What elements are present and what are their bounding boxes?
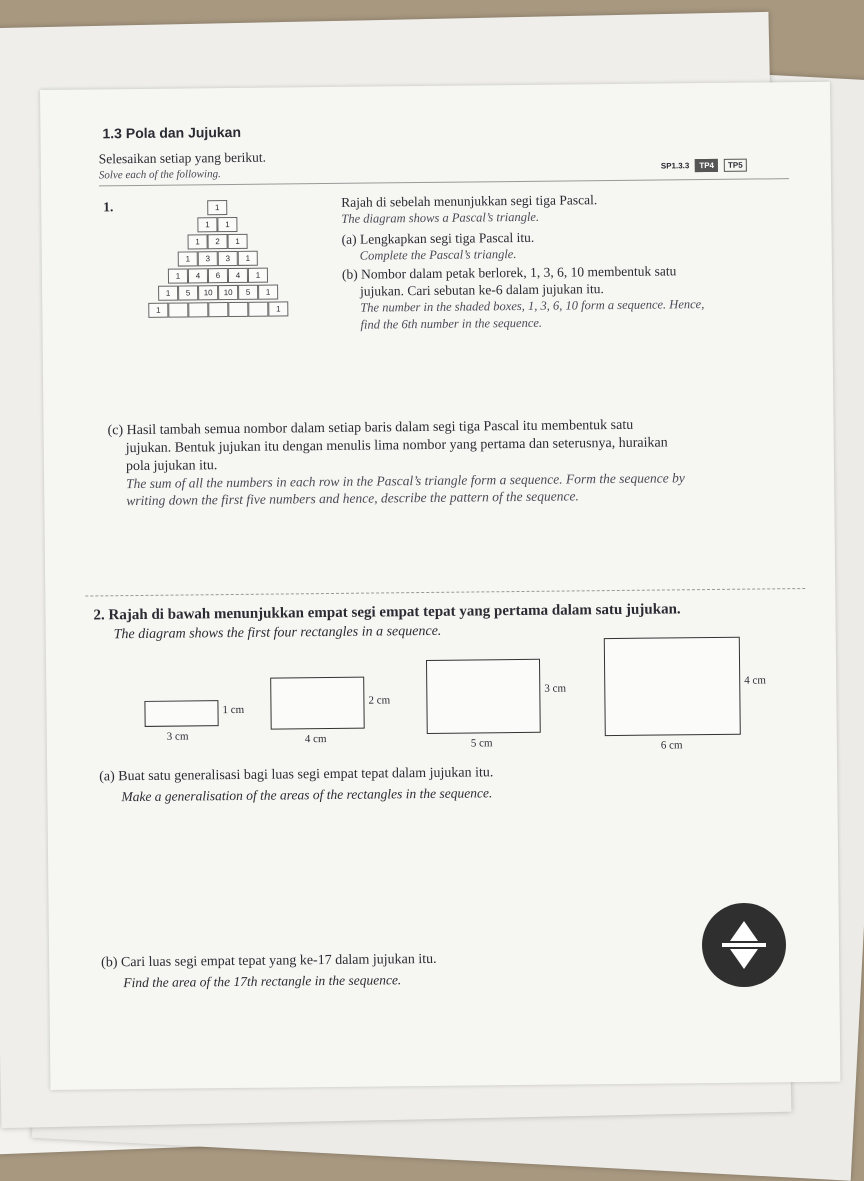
q1b-en-2: find the 6th number in the sequence. bbox=[360, 315, 543, 332]
q1b-en-1: The number in the shaded boxes, 1, 3, 6, 10 form a sequence. Hence, bbox=[360, 297, 705, 315]
triangle-cell: 1 bbox=[158, 286, 178, 301]
q2a-ms: (a) Buat satu generalisasi bagi luas segi empat tepat dalam jujukan itu. bbox=[99, 765, 494, 785]
rect3-height-label: 3 cm bbox=[544, 682, 567, 695]
q1a-en: Complete the Pascal’s triangle. bbox=[359, 247, 517, 263]
triangle-cell bbox=[248, 302, 268, 317]
triangle-cell: 1 bbox=[207, 200, 227, 215]
q1c-en-1: The sum of all the numbers in each row in the Pascal’s triangle form a sequence. Form the sequence by bbox=[126, 470, 685, 492]
triangle-cell bbox=[208, 302, 228, 317]
pascal-triangle bbox=[129, 199, 310, 321]
triangle-cell: 1 bbox=[258, 285, 278, 300]
q1-intro-ms: Rajah di sebelah menunjukkan segi tiga Pascal. bbox=[341, 192, 598, 210]
triangle-cell: 1 bbox=[248, 268, 268, 283]
triangle-cell: 4 bbox=[188, 268, 208, 283]
rect4-width-label: 6 cm bbox=[660, 739, 683, 752]
question-number: 1. bbox=[103, 199, 114, 215]
instruction-ms: Selesaikan setiap yang berikut. bbox=[98, 149, 266, 167]
q2b-en: Find the area of the 17th rectangle in the sequence. bbox=[123, 972, 402, 991]
rect1-width-label: 3 cm bbox=[166, 730, 189, 743]
triangle-cell: 2 bbox=[208, 234, 228, 249]
triangle-cell: 1 bbox=[238, 251, 258, 266]
sp-tag: SP1.3.3 bbox=[660, 161, 690, 171]
triangle-cell: 4 bbox=[228, 268, 248, 283]
level-tags bbox=[661, 155, 747, 174]
q1b-ms-1: (b) Nombor dalam petak berlorek, 1, 3, 6, 10 membentuk satu bbox=[341, 263, 677, 282]
triangle-cell: 10 bbox=[198, 285, 218, 300]
triangle-cell: 10 bbox=[218, 285, 238, 300]
rectangle-4 bbox=[604, 637, 741, 736]
q2a-en: Make a generalisation of the areas of the rectangles in the sequence. bbox=[121, 785, 493, 805]
rect3-width-label: 5 cm bbox=[470, 737, 493, 750]
triangle-cell: 1 bbox=[217, 217, 237, 232]
rectangle-2 bbox=[270, 677, 365, 730]
triangle-cell: 3 bbox=[218, 251, 238, 266]
tp-badge: TP5 bbox=[724, 159, 747, 172]
q2-heading-en: The diagram shows the first four rectangles in a sequence. bbox=[113, 623, 442, 643]
q1b-ms-2: jujukan. Cari sebutan ke-6 dalam jujukan itu. bbox=[360, 281, 604, 299]
instruction-en: Solve each of the following. bbox=[98, 168, 221, 182]
q1-intro-en: The diagram shows a Pascal’s triangle. bbox=[341, 209, 540, 226]
triangle-cell: 1 bbox=[148, 303, 168, 318]
q1c-en-2: writing down the first five numbers and hence, describe the pattern of the sequence. bbox=[126, 488, 579, 509]
rect1-height-label: 1 cm bbox=[222, 703, 245, 717]
tp-badge: TP4 bbox=[695, 159, 718, 172]
q1a-ms: (a) Lengkapkan segi tiga Pascal itu. bbox=[341, 229, 535, 247]
rectangle-1 bbox=[144, 700, 218, 727]
triangle-cell: 5 bbox=[178, 285, 198, 300]
rectangle-3 bbox=[426, 659, 541, 734]
triangle-cell: 1 bbox=[168, 268, 188, 283]
triangle-cell: 5 bbox=[238, 285, 258, 300]
triangle-cell bbox=[168, 302, 188, 317]
q2-heading: 2. Rajah di bawah menunjukkan empat segi empat tepat yang pertama dalam satu jujukan. bbox=[93, 601, 681, 624]
q1c-ms-3: pola jujukan itu. bbox=[125, 458, 218, 475]
triangle-cell: 1 bbox=[188, 234, 208, 249]
triangle-cell: 3 bbox=[198, 251, 218, 266]
rect4-height-label: 4 cm bbox=[744, 674, 766, 687]
floating-action-button[interactable] bbox=[702, 903, 786, 987]
q1c-ms-2: jujukan. Bentuk jujukan itu dengan menulis lima nombor yang pertama dan seterusnya, huraikan bbox=[125, 435, 668, 457]
rect2-width-label: 4 cm bbox=[304, 733, 327, 746]
sort-arrows-icon bbox=[702, 903, 786, 987]
triangle-cell: 1 bbox=[228, 234, 248, 249]
divider bbox=[85, 588, 805, 597]
triangle-cell: 1 bbox=[178, 251, 198, 266]
triangle-cell: 1 bbox=[197, 217, 217, 232]
q2b-ms: (b) Cari luas segi empat tepat yang ke-17 dalam jujukan itu. bbox=[101, 951, 437, 971]
triangle-cell bbox=[188, 302, 208, 317]
section-title: 1.3 Pola dan Jujukan bbox=[102, 123, 242, 142]
triangle-cell: 6 bbox=[208, 268, 228, 283]
rect2-height-label: 2 cm bbox=[368, 694, 391, 707]
triangle-cell bbox=[228, 302, 248, 317]
triangle-cell: 1 bbox=[268, 301, 288, 316]
q1c-ms-1: (c) Hasil tambah semua nombor dalam setiap baris dalam segi tiga Pascal itu membentuk satu bbox=[107, 417, 634, 439]
